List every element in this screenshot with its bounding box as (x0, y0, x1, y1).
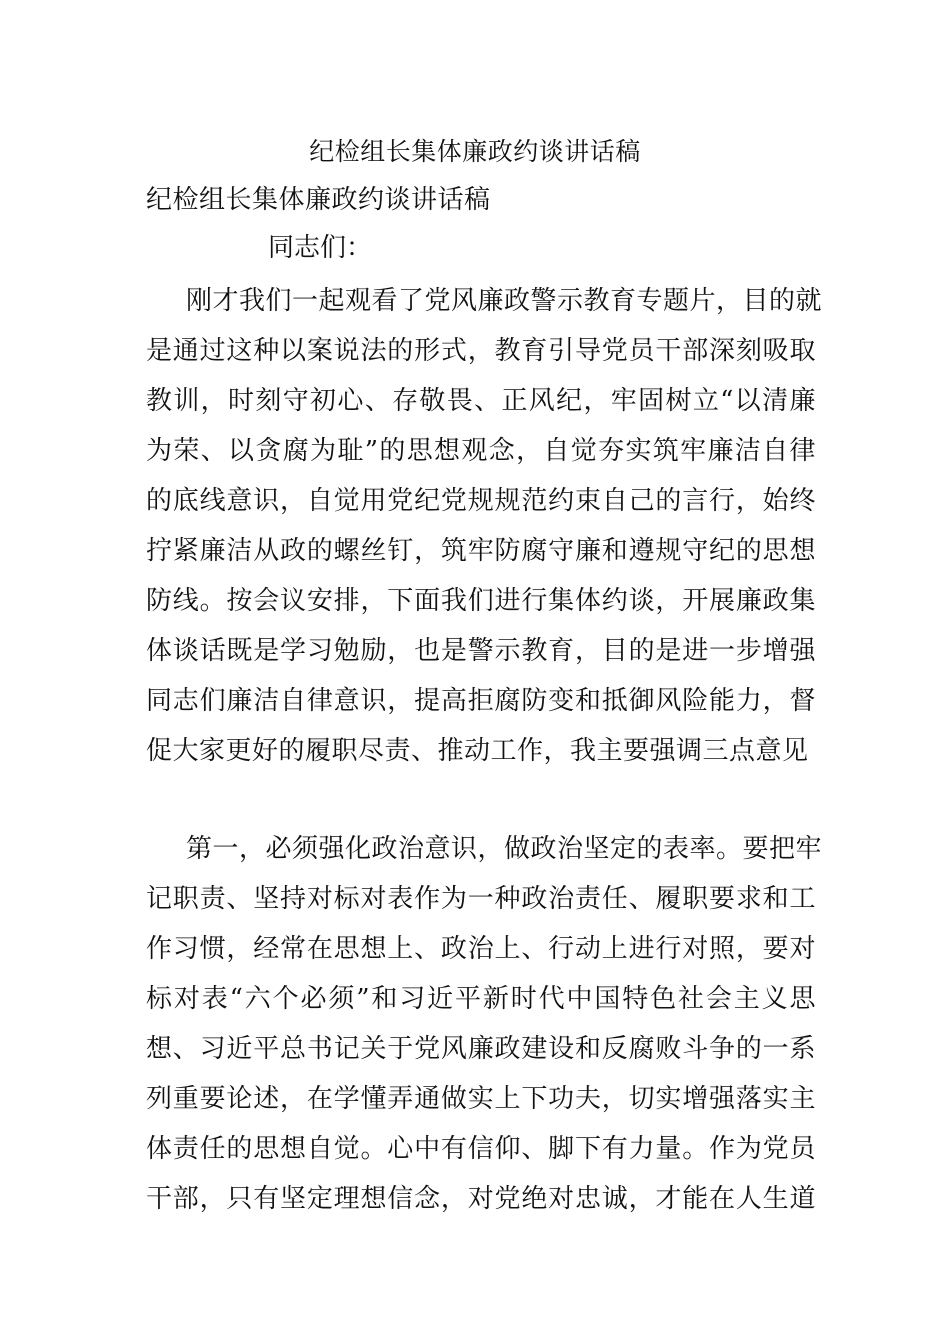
document-title: 纪检组长集体廉政约谈讲话稿 (309, 137, 641, 166)
paragraph-line: 的底线意识，自觉用党纪党规规范约束自己的言行，始终 (146, 486, 816, 516)
paragraph-1 (146, 276, 823, 776)
paragraph-line: 标对表“六个必须”和习近平新时代中国特色社会主义思 (146, 984, 816, 1014)
paragraph-line: 体责任的思想自觉。心中有信仰、脚下有力量。作为党员 (146, 1134, 816, 1164)
paragraph-line: 刚才我们一起观看了党风廉政警示教育专题片，目的就 (186, 286, 823, 316)
paragraph-line: 列重要论述，在学懂弄通做实上下功夫，切实增强落实主 (146, 1084, 816, 1114)
paragraph-line: 作习惯，经常在思想上、政治上、行动上进行对照，要对 (146, 934, 816, 964)
paragraph-line: 干部，只有坚定理想信念，对党绝对忠诚，才能在人生道 (146, 1184, 816, 1214)
paragraph-line: 体谈话既是学习勉励，也是警示教育，目的是进一步增强 (146, 636, 816, 666)
paragraph-line: 促大家更好的履职尽责、推动工作，我主要强调三点意见 (146, 736, 809, 766)
paragraph-line: 防线。按会议安排，下面我们进行集体约谈，开展廉政集 (146, 586, 816, 616)
paragraph-line: 为荣、以贪腐为耻”的思想观念，自觉夯实筑牢廉洁自律 (146, 436, 816, 466)
paragraph-line: 拧紧廉洁从政的螺丝钉，筑牢防腐守廉和遵规守纪的思想 (146, 536, 816, 566)
paragraph-line: 教训，时刻守初心、存敬畏、正风纪，牢固树立“以清廉 (146, 386, 816, 416)
paragraph-line: 第一，必须强化政治意识，做政治坚定的表率。要把牢 (186, 834, 823, 864)
paragraph-line: 同志们廉洁自律意识，提高拒腐防变和抵御风险能力，督 (146, 686, 816, 716)
paragraph-line: 记职责、坚持对标对表作为一种政治责任、履职要求和工 (146, 884, 816, 914)
salutation: 同志们： (268, 233, 373, 263)
document-subtitle: 纪检组长集体廉政约谈讲话稿 (146, 185, 491, 215)
paragraph-line: 是通过这种以案说法的形式，教育引导党员干部深刻吸取 (146, 336, 816, 366)
paragraph-line: 想、习近平总书记关于党风廉政建设和反腐败斗争的一系 (146, 1034, 816, 1064)
paragraph-2 (146, 824, 823, 1224)
